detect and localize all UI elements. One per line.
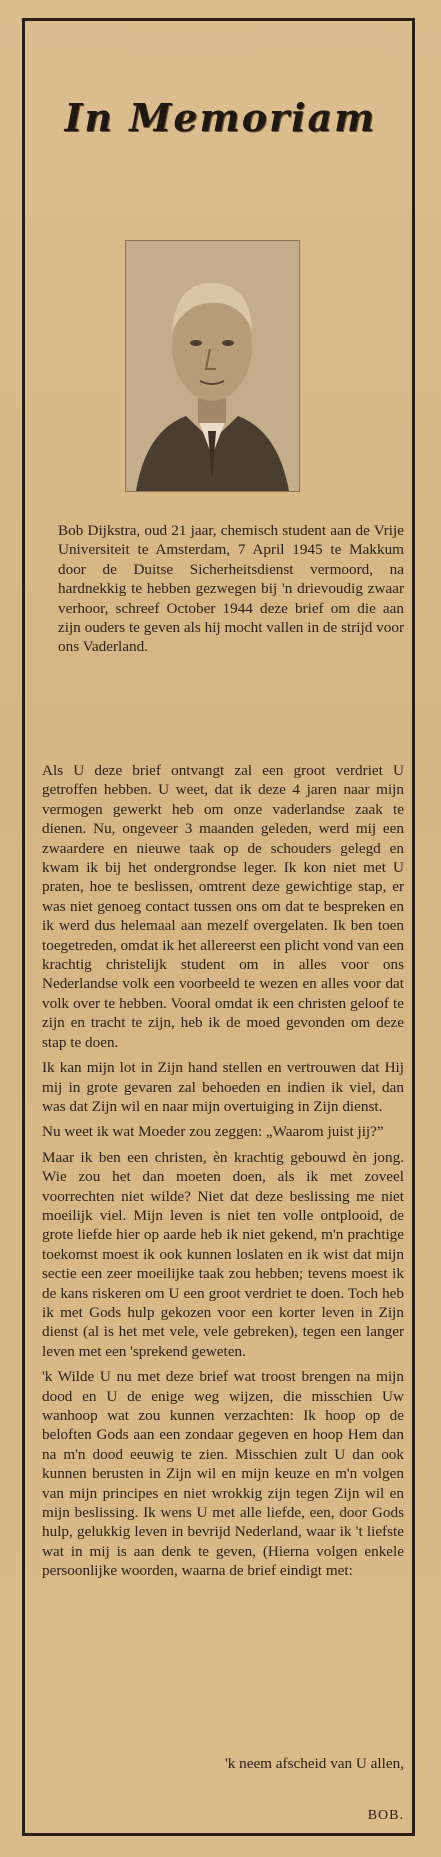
intro-text: Bob Dijkstra, oud 21 jaar, chemisch student aan de Vrije Universiteit te Amsterdam, 7 April 1945 te Makkum door de Duitse Sicherheitsdienst vermoord, na hardnekkig te hebben gezwegen bij 'n drievoudig zwaar verhoor, schreef October 1944 deze brief om die aan zijn ouders te geven als hij mocht vallen in de strijd voor ons Vaderland. xyxy=(58,522,404,656)
letter-paragraph: Als U deze brief ontvangt zal een groot verdriet U getroffen hebben. U weet, dat ik deze 4 jaren naar mijn vermogen gewerkt heb om onze vaderlandse zaak te dienen. Nu, ongeveer 3 maanden geleden, werd mij een zwaardere en nieuwe taak op de schouders gelegd en kwam ik bij het ondergrondse leger. Ik kon niet met U praten, hoe te beslissen, omtrent deze gewichtige stap, er was niet genoeg contact tussen ons om dat te bespreken en ik werd dus helemaal aan mezelf overgelaten. Ik ben toen toegetreden, omdat ik het allereerst een plicht vond van een krachtig christelijk student om in alles voor ons Nederlandse volk een voorbeeld te wezen en alles voor dat volk over te hebben. Vooral omdat ik een christen geloof te zijn en tracht te zijn, heb ik de moed gevonden om deze stap te doen. xyxy=(42,762,404,1051)
memorial-title: In Memoriam xyxy=(64,95,377,140)
letter-paragraph: 'k Wilde U nu met deze brief wat troost brengen na mijn dood en U de enige weg wijzen, die misschien Uw wanhoop wat zou kunnen verzachten: Ik hoop op de beloften Gods aan een zondaar gegeven en hoop Hem dan na m'n dood eeuwig te zien. Misschien zult U dan ook kunnen berusten in Zijn wil en mijn keuze en m'n volgen van mijn principes en niet wrokkig zijn tegen Zijn wil en mijn beslissing. Ik wens U met alle liefde, een, door Gods hulp, gelukkig leven in bevrijd Nederland, waar ik 't liefste wat in mij is aan denk te geven, (Hierna volgen enkele persoonlijke woorden, waarna de brief eindigt met: xyxy=(42,1368,404,1580)
letter-paragraph: Ik kan mijn lot in Zijn hand stellen en vertrouwen dat Hij mij in grote gevaren zal behoeden en indien ik viel, dan was dat Zijn wil en naar mijn overtuiging in Zijn dienst. xyxy=(42,1059,404,1115)
letter-paragraph: Nu weet ik wat Moeder zou zeggen: „Waarom juist jij?” xyxy=(42,1123,384,1141)
letter-body xyxy=(42,761,404,1587)
letter-paragraph: Maar ik ben een christen, èn krachtig gebouwd èn jong. Wie zou het dan moeten doen, als ik met zoveel voorrechten niet wilde? Niet dat deze beslissing me niet moeilijk viel. Mijn leven is niet ten volle ontplooid, de grote liefde hier op aarde heb ik niet gekend, m'n prachtige toekomst moest ik ook kunnen loslaten en ik wist dat mijn sectie een zeer moeilijke taak zou hebben; tevens moest ik de kans riskeren om U een groot verdriet te doen. Toch heb ik met Gods hulp gekozen voor een korter leven in Zijn dienst (al is het met vele, vele gebreken), tegen een langer leven met een 'sprekend geweten. xyxy=(42,1148,404,1360)
farewell-line: 'k neem afscheid van U allen, xyxy=(224,1755,404,1772)
portrait-photo xyxy=(125,240,300,492)
intro-paragraph xyxy=(58,521,404,657)
signature: BOB. xyxy=(367,1808,404,1823)
